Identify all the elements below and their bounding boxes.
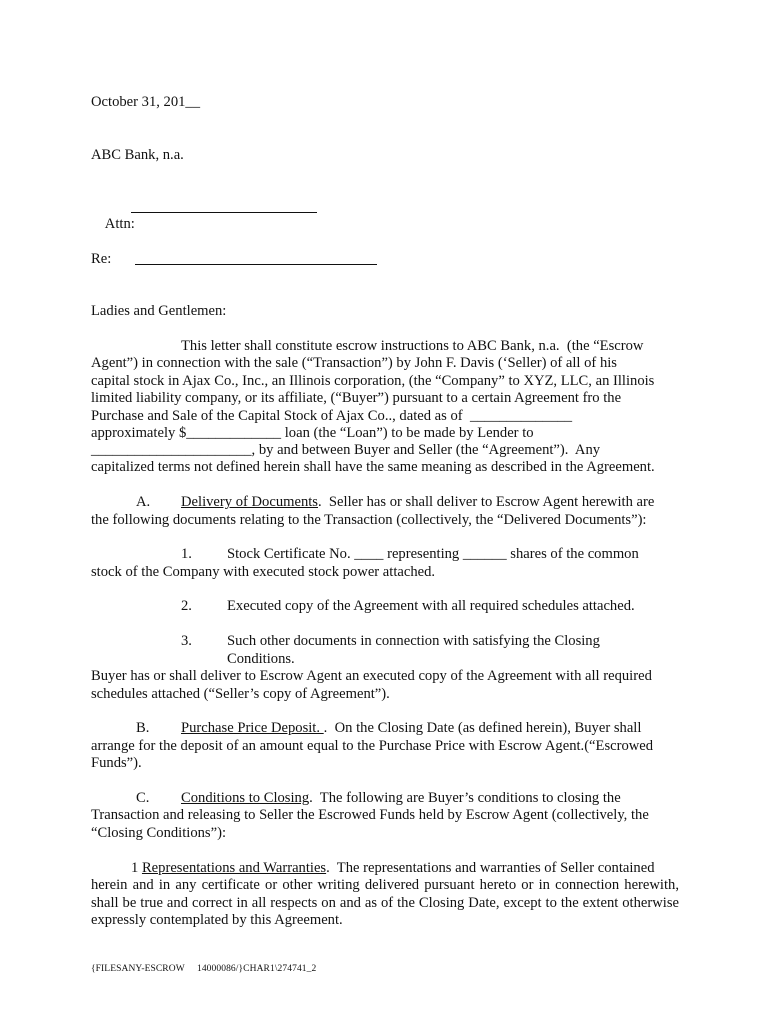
section-c-line3: “Closing Conditions”): xyxy=(91,825,226,841)
section-b-line3: Funds”). xyxy=(91,755,142,771)
intro-line: Agent”) in connection with the sale (“Transaction”) by John F. Davis (‘Seller) of all of his xyxy=(91,355,617,371)
addressee: ABC Bank, n.a. xyxy=(91,147,184,163)
list-item-number: 1. xyxy=(181,546,192,562)
rep-text: . The representations and warranties of Seller contained xyxy=(326,860,655,876)
list-item-text: Conditions. xyxy=(227,651,295,667)
re-label: Re: xyxy=(91,251,112,267)
attn-blank xyxy=(131,212,317,213)
attn-line xyxy=(91,199,135,251)
intro-line: ______________________, by and between Buyer and Seller (the “Agreement”). Any xyxy=(91,442,601,458)
list-item-text: Executed copy of the Agreement with all required schedules attached. xyxy=(227,598,635,614)
section-a-text: . Seller has or shall deliver to Escrow Agent herewith are xyxy=(317,494,655,510)
section-a-letter: A. xyxy=(136,494,151,510)
intro-line: approximately $_____________ loan (the “Loan”) to be made by Lender to xyxy=(91,425,534,441)
buyer-delivery-line: schedules attached (“Seller’s copy of Agreement”). xyxy=(91,686,390,702)
section-a-heading-line xyxy=(181,494,654,511)
section-b-line2: arrange for the deposit of an amount equal to the Purchase Price with Escrow Agent.(“Escrowed xyxy=(91,738,654,754)
re-blank xyxy=(135,264,377,265)
rep-number: 1 xyxy=(131,860,139,876)
section-b-heading: Purchase Price Deposit. xyxy=(181,720,324,736)
list-item-number: 2. xyxy=(181,598,192,614)
section-c-line2: Transaction and releasing to Seller the Escrowed Funds held by Escrow Agent (collectively, the xyxy=(91,807,649,823)
attn-label: Attn: xyxy=(104,216,135,233)
section-a-heading: Delivery of Documents xyxy=(181,494,318,510)
section-c-letter: C. xyxy=(136,790,150,806)
intro-line: capitalized terms not defined herein shall have the same meaning as described in the Agreement. xyxy=(91,459,655,475)
list-item-text: stock of the Company with executed stock power attached. xyxy=(91,564,436,580)
rep-heading: Representations and Warranties xyxy=(141,860,327,876)
intro-line: Purchase and Sale of the Capital Stock of Ajax Co.., dated as of ______________ xyxy=(91,408,573,424)
section-c-text: . The following are Buyer’s conditions to closing the xyxy=(309,790,621,806)
section-c-heading: Conditions to Closing xyxy=(181,790,310,806)
intro-line: limited liability company, or its affiliate, (“Buyer”) pursuant to a certain Agreement fro the xyxy=(91,390,622,406)
rep-heading-line xyxy=(131,860,655,877)
section-b-text: . On the Closing Date (as defined herein), Buyer shall xyxy=(323,720,642,736)
letter-date: October 31, 201__ xyxy=(91,94,201,110)
intro-line: This letter shall constitute escrow instructions to ABC Bank, n.a. (the “Escrow xyxy=(181,338,644,354)
list-item-text: Such other documents in connection with satisfying the Closing xyxy=(227,633,600,649)
list-item-number: 3. xyxy=(181,633,192,649)
list-item-text: Stock Certificate No. ____ representing ______ shares of the common xyxy=(227,546,639,562)
salutation: Ladies and Gentlemen: xyxy=(91,303,227,319)
document-footer: {FILESANY-ESCROW 14000086/}CHAR1\274741_2 xyxy=(91,964,317,974)
section-a-line2: the following documents relating to the Transaction (collectively, the “Delivered Documents”): xyxy=(91,512,647,528)
section-b-letter: B. xyxy=(136,720,150,736)
buyer-delivery-line: Buyer has or shall deliver to Escrow Agent an executed copy of the Agreement with all required xyxy=(91,668,652,684)
section-c-heading-line xyxy=(181,790,621,807)
intro-line: capital stock in Ajax Co., Inc., an Illinois corporation, (the “Company” to XYZ, LLC, an Illinois xyxy=(91,373,655,389)
section-b-heading-line xyxy=(181,720,641,737)
rep-body: herein and in any certificate or other writing delivered pursuant hereto or in connection herewith, shall be true and correct in all respects on and as of the Closing Date, except to the extent otherwise expressly contemplated by this Agreement. xyxy=(91,877,679,929)
